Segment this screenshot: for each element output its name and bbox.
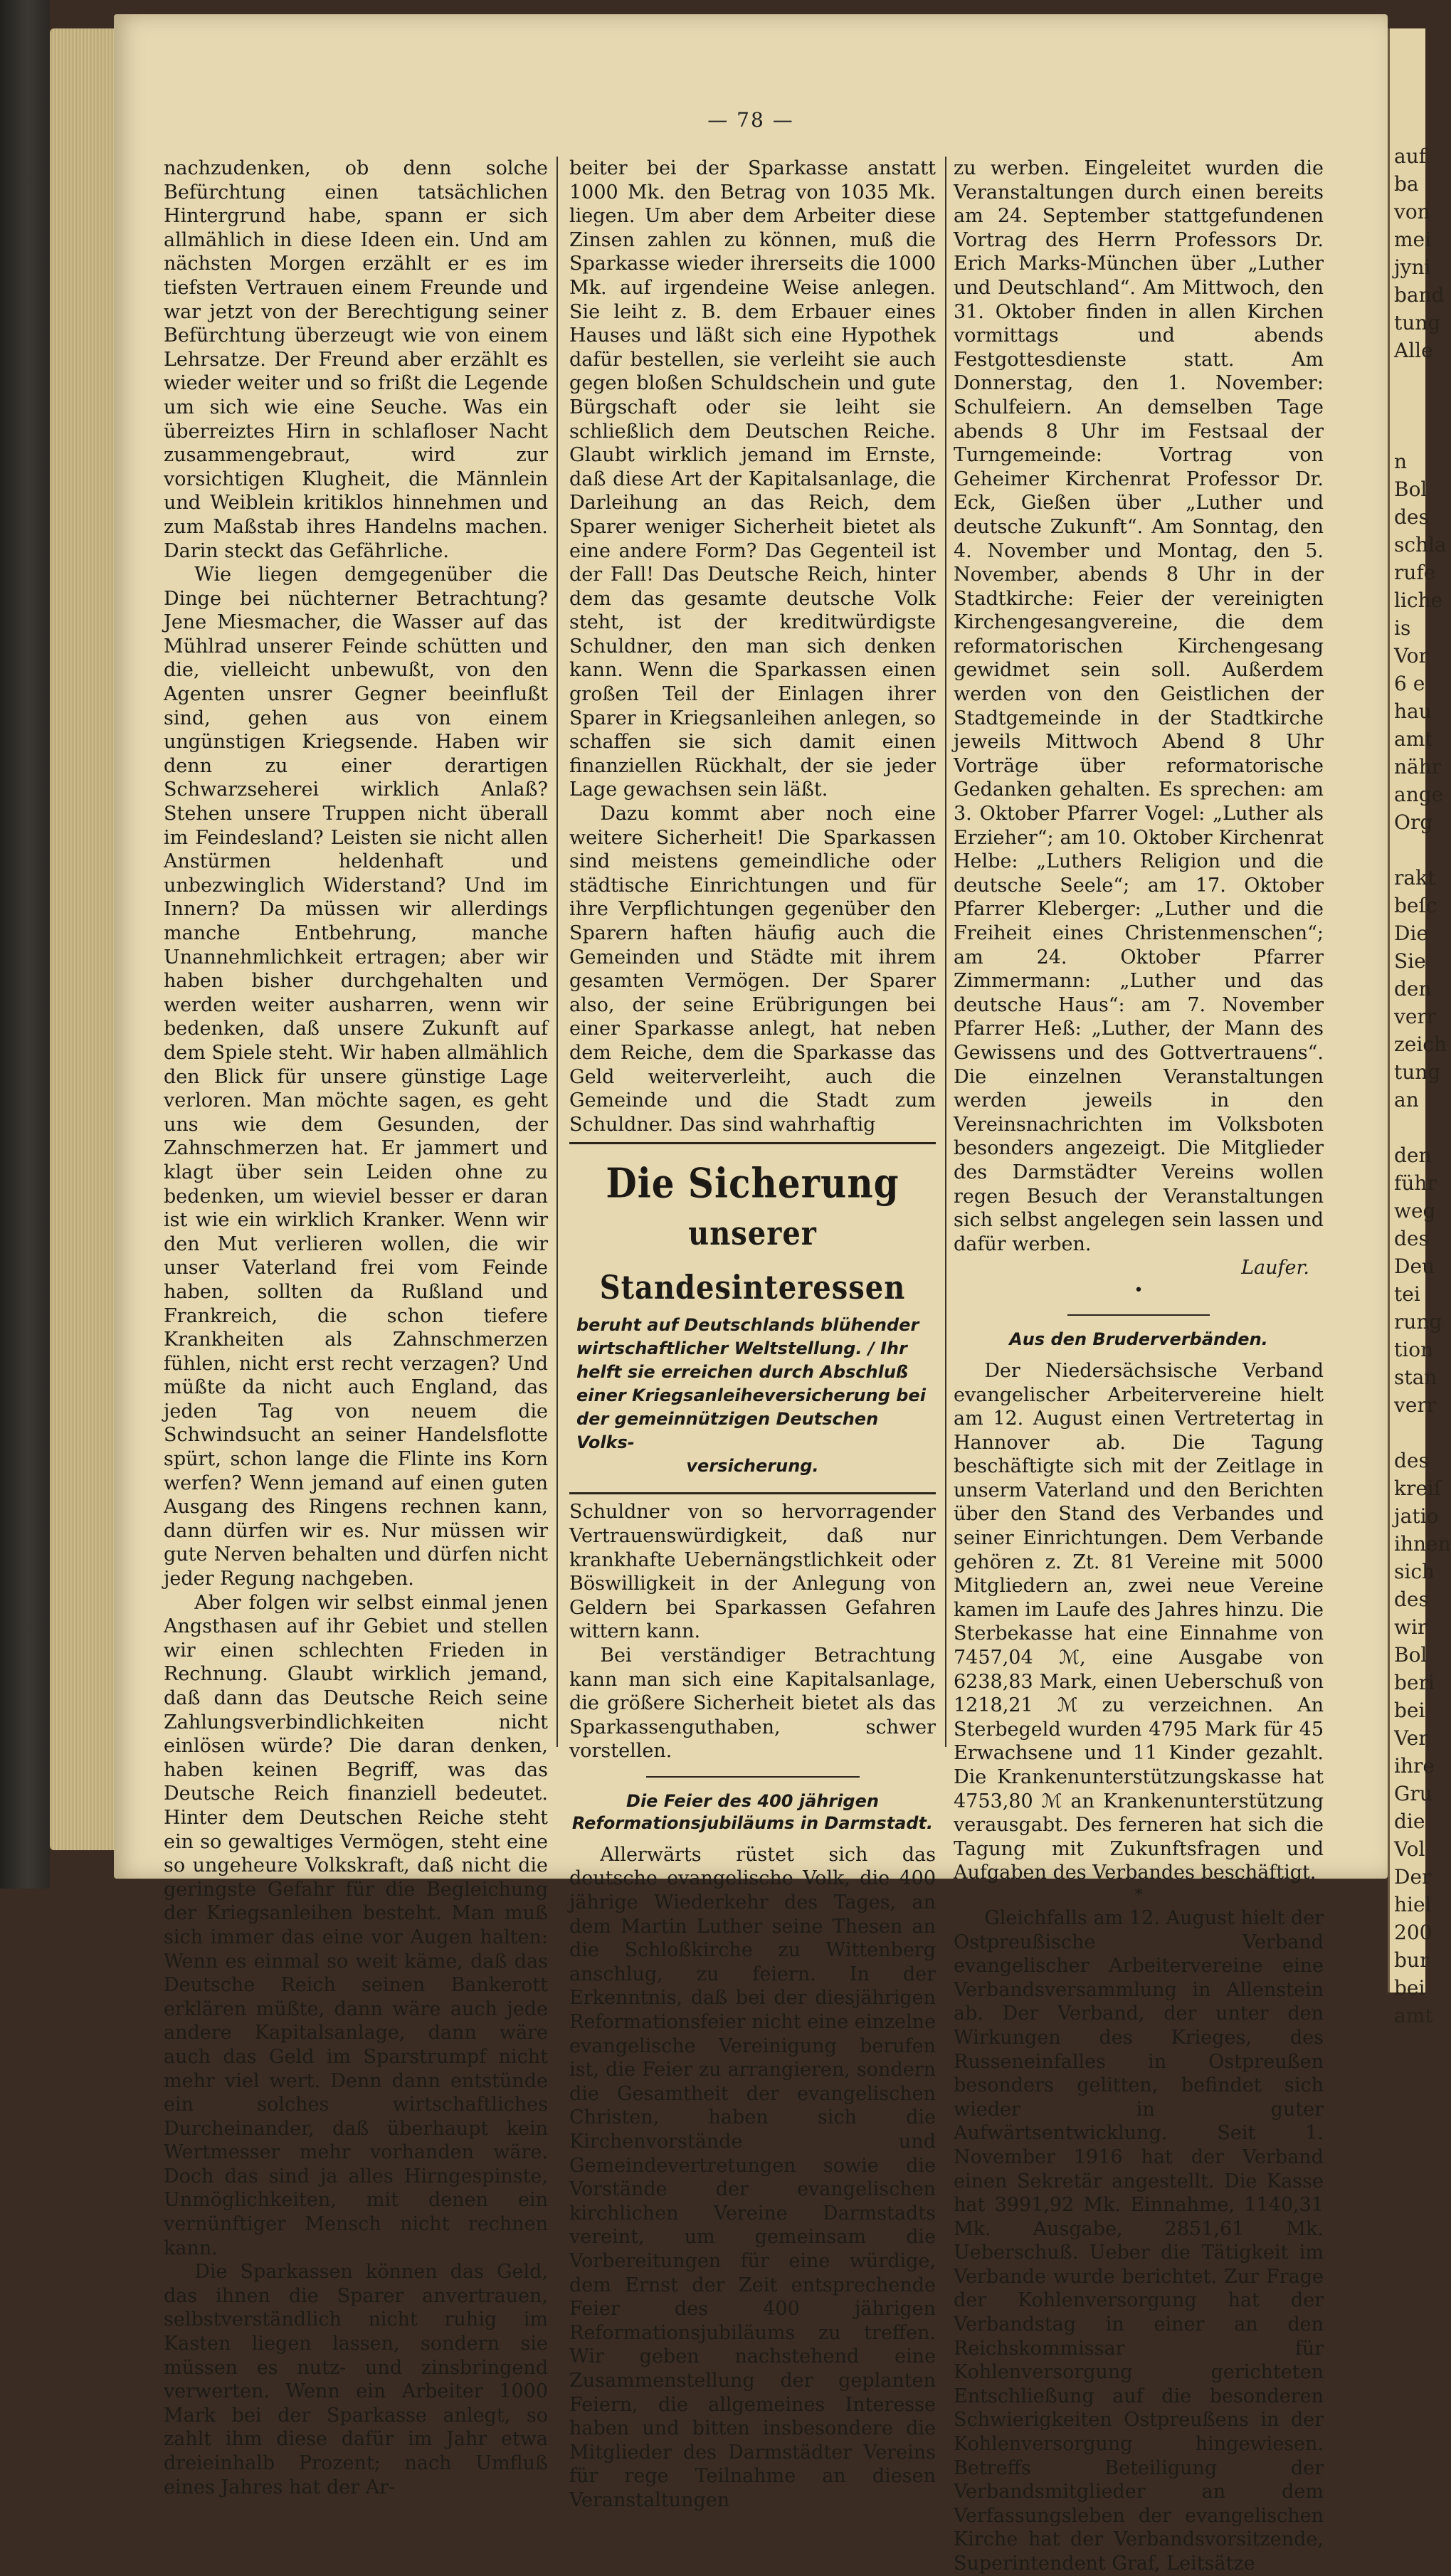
next-page-fragment bbox=[1390, 364, 1425, 392]
paragraph: zu werben. Eingeleitet wurden die Veranstaltungen durch einen bereits am 24. September stattgefundenen Vortrag des Herrn Professors Dr. Erich Marks-München über „Luther und Deutschland“. Am Mittwoch, den 31. Oktober finden in allen Kirchen vormittags und abends Festgottesdienste statt. Am Donnerstag, den 1. November: Schulfeiern. An demselben Tage abends 8 Uhr im Festsaal der Turngemeinde: Vortrag von Geheimer Kirchenrat Professor Dr. Eck, Gießen über „Luther und deutsche Zukunft“. Am Sonntag, den 4. November und Montag, den 5. November, abends 8 Uhr in der Stadtkirche: Feier der vereinigten Kirchengesangvereine, die dem reformatorischen Kirchengesang gewidmet sein soll. Außerdem werden von den Geistlichen der Stadtgemeinde in der Stadtkirche jeweils Mittwoch Abend 8 Uhr Vorträge über reformatorische Gedanken gehalten. Es sprechen: am 3. Oktober Pfarrer Vogel: „Luther als Erzieher“; am 10. Oktober Kirchenrat Helbe: „Luthers Religion und die deutsche Seele“; am 17. Oktober Pfarrer Kleberger: „Luther und die Freiheit eines Christenmenschen“; am 24. Oktober Pfarrer Zimmermann: „Luther und das deutsche Haus“: am 7. November Pfarrer Heß: „Luther, der Mann des Gewissens und des Gottvertrauens“. Die einzelnen Veranstaltungen werden jeweils in den Vereinsnachrichten im Volksboten besonders angezeigt. Die Mitglieder des Darmstädter Vereins wollen regen Besuch der Veranstaltungen sich selbst angelegen sein lassen und dafür werben. bbox=[954, 157, 1324, 1255]
next-page-fragment: führ bbox=[1394, 1171, 1437, 1195]
next-page-fragment: sich bbox=[1394, 1560, 1435, 1583]
ad-title-line-1: Die Sicherung bbox=[606, 1158, 899, 1208]
next-page-fragment: Ver bbox=[1394, 1726, 1428, 1750]
next-page-fragment: beri bbox=[1394, 1671, 1435, 1694]
page-number: — 78 — bbox=[707, 108, 794, 132]
next-page-fragment: rakt bbox=[1394, 866, 1436, 890]
next-page-fragment: ba bbox=[1394, 172, 1419, 196]
next-page-fragments bbox=[1390, 142, 1451, 2029]
column-2 bbox=[569, 157, 936, 2513]
next-page-fragment: rung bbox=[1394, 1310, 1442, 1334]
next-page-fragment: hiel bbox=[1394, 1893, 1432, 1916]
newspaper-page bbox=[114, 14, 1388, 2575]
next-page-fragment: des bbox=[1394, 1449, 1429, 1472]
next-page-fragment: schla bbox=[1394, 533, 1447, 556]
paragraph: Der Niedersächsische Verband evangelischer Arbeitervereine hielt am 12. August einen Vertretertag in Hannover ab. Die Tagung beschäftigte sich mit der Zeitlage in unserm Vaterland und den Berichten über den Stand des Verbandes und seiner Einrichtungen. Dem Verbande gehören z. Zt. 81 Vereine mit 5000 Mitgliedern an, zwei neue Vereine kamen im Laufe des Jahres hinzu. Die Sterbekasse hat eine Einnahme von 7457,04 ℳ, eine Ausgabe von 6238,83 Mark, einen Ueberschuß von 1218,21 ℳ zu verzeichnen. An Sterbegeld wurden 4795 Mark für 45 Erwachsene und 11 Kinder gezahlt. Die Krankenunterstützungskasse hat 4753,80 ℳ an Krankenunterstützung verausgabt. Des ferneren hat sich die Tagung mit Zukunftsfragen und Aufgaben des Verbandes beschäftigt. bbox=[954, 1359, 1324, 1884]
next-page-fragment: hau bbox=[1394, 700, 1432, 723]
next-page-fragment: des bbox=[1394, 1588, 1429, 1611]
next-page-fragment: bei bbox=[1394, 1699, 1425, 1722]
next-page-fragment: Gru bbox=[1394, 1782, 1432, 1805]
ad-top-rule bbox=[569, 1142, 936, 1144]
next-page-fragment: die bbox=[1394, 1810, 1425, 1833]
next-page-fragment: weg bbox=[1394, 1199, 1436, 1223]
next-page-fragment: den bbox=[1394, 1144, 1432, 1167]
next-page-fragment: kreiſ bbox=[1394, 1477, 1442, 1500]
next-page-fragment: beſc bbox=[1394, 894, 1437, 917]
next-page-fragment: rufe bbox=[1394, 561, 1436, 584]
next-page-fragment: band bbox=[1394, 283, 1445, 307]
ad-body-end: versicherung. bbox=[686, 1456, 819, 1477]
next-page-edge bbox=[1388, 28, 1451, 2027]
section-heading-bruderverbaende: Aus den Bruderverbänden. bbox=[1009, 1329, 1268, 1349]
next-page-fragment: 6 e bbox=[1394, 672, 1425, 695]
next-page-fragment: auf bbox=[1394, 144, 1427, 168]
column-rule-2 bbox=[945, 157, 946, 1747]
next-page-fragment bbox=[1390, 1419, 1425, 1447]
next-page-fragment: Vol bbox=[1394, 1837, 1425, 1861]
next-page-fragment: Der bbox=[1394, 1865, 1432, 1889]
paragraph: Aber folgen wir selbst einmal jenen Angsthasen auf ihr Gebiet und stellen wir einen schlechten Frieden in Rechnung. Glaubt wirklich jemand, daß dann das Deutsche Reich seine Zahlungsverbindlichkeiten nicht einlösen würde? Die daran denken, haben keinen Begriff, was das Deutsche Reich finanziell bedeutet. Hinter dem Deutschen Reiche steht ein so gewaltiges Vermögen, steht eine so ungeheure Volkskraft, daß nicht die geringste Gefahr für die Begleichung der Kriegsanleihen besteht. Man muß sich immer das eine vor Augen halten: Wenn es einmal so weit käme, daß das Deutsche Reich seinen Bankerott erklären müßte, dann wäre auch jede andere Kapitalsanlage, dann wäre auch das Geld im Sparstrumpf nicht mehr viel wert. Denn dann entstünde ein solches wirtschaftliches Durcheinander, daß überhaupt kein Wertmesser mehr vorhanden wäre. Doch das sind ja alles Hirngespinste, Unmöglichkeiten, mit denen ein vernünftiger Mensch nicht rechnen kann. bbox=[164, 1591, 548, 2259]
next-page-fragment: verr bbox=[1394, 1005, 1437, 1028]
column-rule-1 bbox=[556, 157, 558, 1747]
author-signature: Laufer. bbox=[1241, 1257, 1309, 1279]
next-page-fragment: amt bbox=[1394, 2004, 1433, 2027]
next-page-fragment: des bbox=[1394, 1227, 1429, 1250]
ad-body-text: beruht auf Deutschlands blühender wirtschaftlicher Weltstellung. / Ihr helft sie erreichen durch Abschluß einer Kriegsanleiheversicherung bei der gemeinnützigen Deutschen Volks- bbox=[576, 1315, 926, 1453]
next-page-fragment: des bbox=[1394, 505, 1429, 529]
next-page-fragment: jatio bbox=[1394, 1504, 1439, 1528]
next-page-fragment: Alle bbox=[1394, 339, 1433, 362]
ad-title-line-2: unserer Standesinteressen bbox=[599, 1214, 906, 1307]
next-page-fragment: mei bbox=[1394, 228, 1432, 251]
column-1 bbox=[164, 157, 548, 2499]
next-page-fragment: jyni bbox=[1394, 255, 1431, 279]
next-page-fragment: den bbox=[1394, 977, 1432, 1001]
next-page-fragment bbox=[1390, 836, 1425, 864]
next-page-fragment bbox=[1390, 1114, 1425, 1141]
paragraph: nachzudenken, ob denn solche Befürchtung einen tatsächlichen Hintergrund habe, spann er sich allmählich in diese Ideen ein. Und am nächsten Morgen erzählt er es im tiefsten Vertrauen einem Freunde und war jetzt von der Berechtigung seiner Befürchtung überzeugt wie von einem Lehrsatze. Der Freund aber erzählt es wieder weiter und so frißt die Legende um sich wie eine Seuche. Was ein überreiztes Hirn in schlafloser Nacht zusammengebraut, wird zur vorsichtigen Klugheit, die Männlein und Weiblein kritiklos hinnehmen und zum Maßstab ihres Handelns machen. Darin steckt das Gefährliche. bbox=[164, 157, 548, 562]
next-page-fragment: is bbox=[1394, 616, 1411, 640]
ad-body bbox=[576, 1314, 929, 1478]
next-page-fragment: Die bbox=[1394, 922, 1428, 945]
column-3 bbox=[954, 157, 1324, 2576]
next-page-fragment: amt bbox=[1394, 727, 1433, 751]
next-page-fragment: verr bbox=[1394, 1393, 1437, 1417]
next-page-fragment: ihre bbox=[1394, 1754, 1435, 1778]
next-page-fragment bbox=[1390, 420, 1425, 448]
paragraph: Allerwärts rüstet sich das deutsche evangelische Volk, die 400 jährige Wiederkehr des Tages, an dem Martin Luther seine Thesen an die Schloßkirche zu Wittenberg anschlug, zu feiern. In der Erkenntnis, daß bei der diesjährigen Reformationsfeier nicht eine einzelne evangelische Vereinigung berufen ist, die Feier zu arrangieren, sondern die Gesamtheit der evangelischen Christen, haben sich die Kirchenvorstände und Gemeindevertretungen sowie die Vorstände der evangelischen kirchlichen Vereine Darmstadts vereint, um gemeinsam die Vorbereitungen für eine würdige, dem Ernst der Zeit entsprechende Feier des 400 jährigen Reformationsjubiläums zu treffen. Wir geben nachstehend eine Zusammenstellung der geplanten Feiern, die allgemeines Interesse haben und bitten insbesondere die Mitglieder des Darmstädter Vereins für rege Teilnahme an diesen Veranstaltungen bbox=[569, 1843, 936, 2511]
next-page-fragment: Org bbox=[1394, 811, 1433, 834]
next-page-fragment: ange bbox=[1394, 783, 1444, 806]
paragraph: Gleichfalls am 12. August hielt der Ostpreußische Verband evangelischer Arbeitervereine eine Verbandsversammlung in Allenstein ab. Der Verband, der unter den Wirkungen des Krieges, des Russeneinfalles in Ostpreußen besonders gelitten, befindet sich wieder in guter Aufwärtsentwicklung. Seit 1. November 1916 hat der Verband einen Sekretär angestellt. Die Kasse hat 3991,92 Mk. Einnahme, 1140,31 Mk. Ausgabe, 2851,61 Mk. Ueberschuß. Ueber die Tätigkeit im Verbande wurde berichtet. Zur Frage der Kohlenversorgung hat der Verbandstag in einer an den Reichskommissar für Kohlenversorgung gerichteten Entschließung auf die besonderen Schwierigkeiten Ostpreußens in der Kohlenversorgung hingewiesen. Betreffs Beteiligung der Verbandsmitglieder an dem Verfassungsleben der evangelischen Kirche hat der Verbandsvorsitzende, Superintendent Graf, Leitsätze bbox=[954, 1906, 1324, 2575]
next-page-fragment: an bbox=[1394, 1088, 1419, 1112]
next-page-fragment: Bol bbox=[1394, 477, 1428, 501]
next-page-fragment: wir bbox=[1394, 1615, 1428, 1639]
next-page-fragment: liche bbox=[1394, 588, 1443, 612]
next-page-fragment: bei bbox=[1394, 1976, 1425, 2000]
advertisement bbox=[569, 1150, 936, 1487]
section-heading-reformation: Die Feier des 400 jährigen Reformationsjubiläums in Darmstadt. bbox=[571, 1790, 934, 1833]
next-page-fragment: ihnen bbox=[1394, 1532, 1451, 1556]
next-page-fragment: 200 bbox=[1394, 1921, 1432, 1944]
next-page-fragment: nähr bbox=[1394, 755, 1442, 778]
next-page-fragment: tion bbox=[1394, 1338, 1434, 1361]
paragraph: Schuldner von so hervorragender Vertrauenswürdigkeit, daß nur krankhafte Uebernängstlichkeit oder Böswilligkeit in der Anlegung von Geldern bei Sparkassen Gefahren wittern kann. bbox=[569, 1501, 936, 1643]
next-page-fragment: Deu bbox=[1394, 1255, 1435, 1278]
next-page-fragment: tung bbox=[1394, 311, 1441, 334]
next-page-fragment: n bbox=[1394, 450, 1408, 473]
next-page-fragment: von bbox=[1394, 200, 1430, 223]
next-page-fragment: tung bbox=[1394, 1060, 1441, 1084]
paragraph: beiter bei der Sparkasse anstatt 1000 Mk. den Betrag von 1035 Mk. liegen. Um aber dem Arbeiter diese Zinsen zahlen zu können, muß die Sparkasse wieder ihrerseits die 1000 Mk. auf irgendeine Weise anlegen. Sie leiht z. B. dem Erbauer eines Hauses und läßt sich eine Hypothek dafür bestellen, sie verleiht sie auch gegen bloßen Schuldschein und gute Bürgschaft oder sie leiht sie schließlich dem Deutschen Reiche. Glaubt wirklich jemand im Ernste, daß diese Art der Kapitalsanlage, die Darleihung an das Reich, dem Sparer weniger Sicherheit bietet als eine andere Form? Das Gegenteil ist der Fall! Das Deutsche Reich, hinter dem das gesamte deutsche Volk steht, ist der kreditwürdigste Schuldner, den man sich denken kann. Wenn die Sparkassen einen großen Teil der Einlagen ihrer Sparer in Kriegsanleihen anlegen, so schaffen sie sich damit einen finanziellen Rückhalt, der sie jeder Lage gewachsen sein läßt. bbox=[569, 157, 936, 801]
paragraph: Bei verständiger Betrachtung kann man sich eine Kapitalsanlage, die größere Sicherheit bietet als das Sparkassenguthaben, schwer vorstellen. bbox=[569, 1644, 936, 1763]
paragraph: Dazu kommt aber noch eine weitere Sicherheit! Die Sparkassen sind meistens gemeindliche oder städtische Einrichtungen und für ihre Verpflichtungen gegenüber den Sparern haften häufig auch die Gemeinden und Städte mit ihrem gesamten Vermögen. Der Sparer also, der seine Erübrigungen bei einer Sparkasse anlegt, hat neben dem Reiche, dem die Sparkasse das Geld weiterverleiht, auch die Gemeinde und die Stadt zum Schuldner. Das sind wahrhaftig bbox=[569, 803, 936, 1136]
book-spine bbox=[0, 0, 50, 1889]
ad-bottom-rule bbox=[569, 1492, 936, 1494]
next-page-fragment: bur bbox=[1394, 1948, 1430, 1972]
dot-separator: • bbox=[1134, 1281, 1144, 1299]
next-page-fragment: zeich bbox=[1394, 1033, 1447, 1056]
next-page-fragment bbox=[1390, 392, 1425, 420]
next-page-fragment: Bol bbox=[1394, 1643, 1428, 1667]
section-rule bbox=[646, 1776, 860, 1778]
next-page-fragment: Sie bbox=[1394, 949, 1426, 973]
paragraph: Die Sparkassen können das Geld, das ihnen die Sparer anvertrauen, selbstverständlich nicht ruhig im Kasten liegen lassen, sondern sie müssen es nutz- und zinsbringend verwerten. Wenn ein Arbeiter 1000 Mark bei der Sparkasse anlegt, so zahlt ihm diese dafür im Jahr etwa dreieinhalb Prozent; nach Umfluß eines Jahres hat der Ar- bbox=[164, 2261, 548, 2498]
next-page-fragment: tei bbox=[1394, 1282, 1420, 1306]
paragraph: Wie liegen demgegenüber die Dinge bei nüchterner Betrachtung? Jene Miesmacher, die Wasser auf das Mühlrad unserer Feinde schütten und die, vielleicht unbewußt, von den Agenten unsrer Gegner beeinflußt sind, gehen aus von einem ungünstigen Kriegsende. Haben wir denn zu einer derartigen Schwarzseherei wirklich Anlaß? Stehen unsere Truppen nicht überall im Feindesland? Leisten sie nicht allen Anstürmen heldenhaft und unbezwinglich Widerstand? Und im Innern? Da müssen wir allerdings manche Entbehrung, manche Unannehmlichkeit ertragen; aber wir haben bisher durchgehalten und werden weiter ausharren, wenn wir bedenken, daß unsere Zukunft auf dem Spiele steht. Wir haben allmählich den Blick für unsere günstige Lage verloren. Man möchte sagen, es geht uns wie dem Gesunden, der Zahnschmerzen hat. Er jammert und klagt über sein Leiden ohne zu bedenken, um wieviel besser er daran ist wie ein wirklich Kranker. Wenn wir den Mut verlieren wollen, die wir unser Vaterland frei vom Feinde haben, sollten da Rußland und Frankreich, die schon tiefere Krankheiten als Zahnschmerzen fühlen, nicht erst recht verzagen? Und müßte da nicht auch England, das jeden Tag von neuem die Schwindsucht an seiner Handelsflotte spürt, schon lange die Flinte ins Korn werfen? Wenn jemand auf einen guten Ausgang des Ringens rechnen kann, dann dürfen wir es. Nur müssen wir gute Nerven behalten und dürfen nicht jeder Regung nachgeben. bbox=[164, 564, 548, 1590]
next-page-fragment: stan bbox=[1394, 1366, 1437, 1389]
next-page-fragment: Vor bbox=[1394, 644, 1428, 667]
section-rule bbox=[1067, 1314, 1210, 1316]
star-separator: * bbox=[1134, 1886, 1143, 1904]
